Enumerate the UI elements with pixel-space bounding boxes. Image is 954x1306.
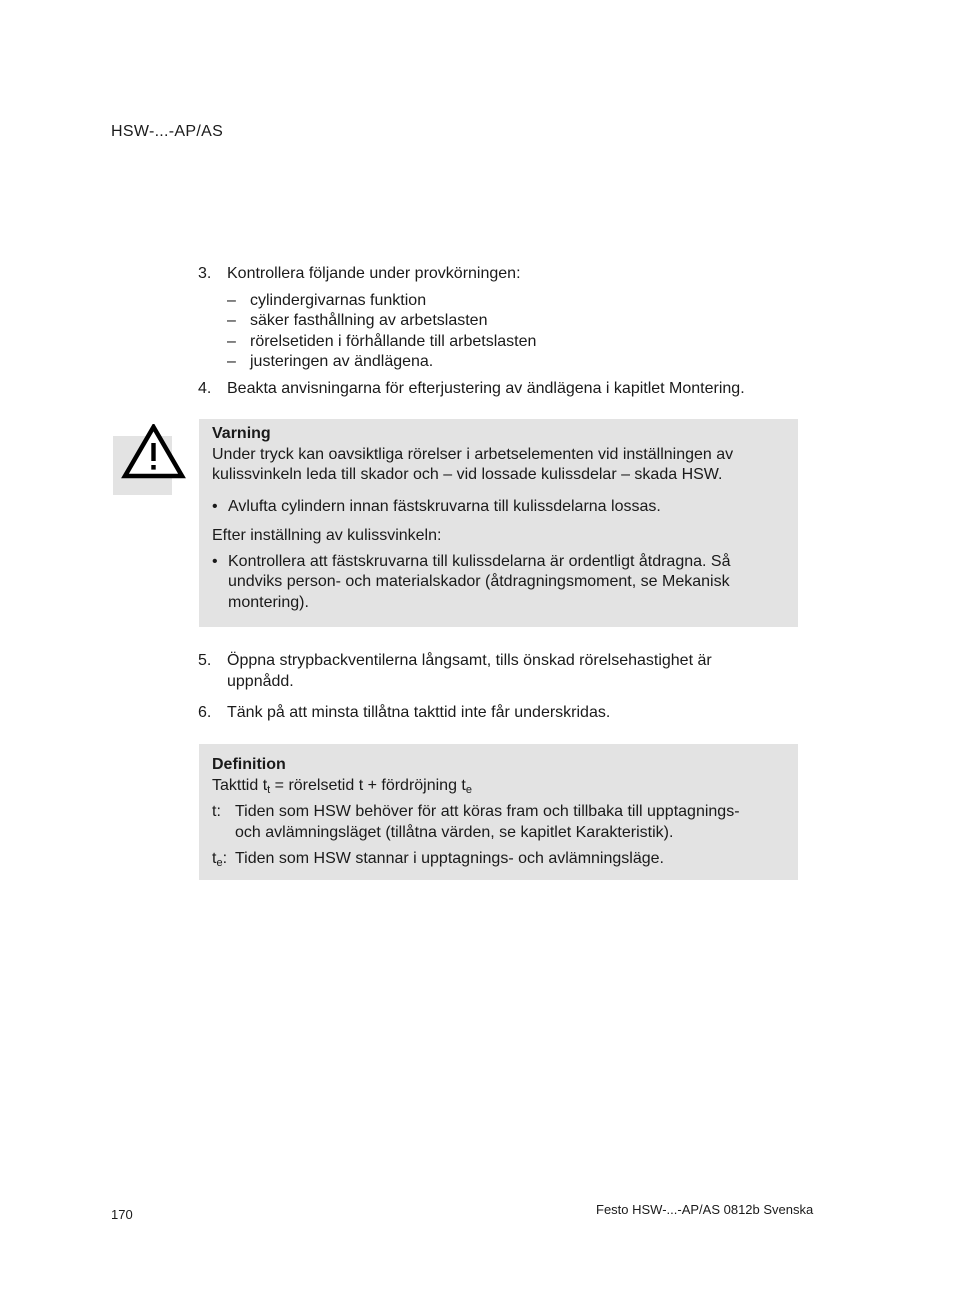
step-text: Tänk på att minsta tillåtna takttid inte får underskridas. (227, 704, 611, 721)
list-item (198, 379, 798, 400)
step-list-b (198, 651, 798, 724)
list-item (198, 264, 798, 373)
dash-marker: – (227, 332, 236, 350)
page-number: 170 (111, 1207, 133, 1222)
warning-after: Efter inställning av kulissvinkeln: (212, 527, 442, 544)
step-text: Kontrollera följande under provkörningen: (227, 265, 521, 282)
formula-part: Takttid t (212, 776, 268, 794)
sub-item-text: säker fasthållning av arbetslasten (250, 312, 488, 329)
definition-key: t: (212, 803, 221, 820)
sub-item-text: justeringen av ändlägena. (250, 353, 434, 370)
definition-text: Tiden som HSW behöver för att köras fram och tillbaka till upptagnings- och avlämningsläget (tillåtna värden, se kapitlet Karakteristik). (235, 803, 740, 841)
list-item (198, 651, 798, 692)
step-list-a (198, 264, 798, 399)
sub-item-text: cylindergivarnas funktion (250, 291, 427, 309)
formula-subscript: e (465, 783, 472, 796)
formula-subscript: t (267, 783, 271, 796)
bullet-marker: • (212, 497, 218, 515)
sub-item (227, 291, 798, 312)
warning-sign (113, 424, 193, 484)
sub-list (198, 291, 798, 373)
sub-item-text: rörelsetiden i förhållande till arbetslasten (250, 332, 537, 350)
definition-box (199, 744, 798, 880)
warning-intro: Under tryck kan oavsiktliga rörelser i arbetselementen vid inställningen av kulissvinkeln leda till skador och – vid lossade kulissdelar – skada HSW. (212, 445, 734, 483)
list-item (198, 703, 798, 724)
definition-formula (212, 776, 785, 797)
dash-marker: – (227, 312, 236, 329)
dash-marker: – (227, 291, 236, 309)
warning-bullet (212, 497, 785, 518)
sub-item (227, 352, 798, 373)
definition-row-t (212, 802, 765, 843)
sub-item (227, 332, 798, 353)
step-number: 3. (198, 265, 212, 282)
footer-doc-id: Festo HSW-...-AP/AS 0812b Svenska (596, 1202, 814, 1217)
sub-item (227, 311, 798, 332)
warning-box (199, 419, 798, 627)
step-text: Beakta anvisningarna för efterjustering av ändlägena i kapitlet Montering. (227, 379, 745, 397)
definition-row-te (212, 849, 785, 870)
definition-title: Definition (212, 756, 286, 773)
step-number: 5. (198, 652, 212, 669)
warning-title: Varning (212, 425, 271, 442)
definition-key: $t_e$: (212, 850, 228, 869)
warning-bullet-text: Kontrollera att fästskruvarna till kulissdelarna är ordentligt åtdragna. Så undviks person- och materialskador (åtdragningsmoment, se Mekanisk montering). (228, 552, 731, 611)
formula-part: = rörelsetid t + fördröjning t (270, 776, 466, 794)
running-header: HSW-...-AP/AS (111, 123, 224, 140)
dash-marker: – (227, 353, 236, 370)
step-text: Öppna strypbackventilerna långsamt, tills önskad rörelsehastighet är uppnådd. (227, 652, 712, 690)
warning-bullet-text: Avlufta cylindern innan fästskruvarna till kulissdelarna lossas. (228, 497, 661, 515)
step-number: 4. (198, 379, 212, 397)
bullet-marker: • (212, 552, 218, 570)
warning-bullet (212, 552, 785, 614)
step-number: 6. (198, 704, 212, 721)
definition-text: Tiden som HSW stannar i upptagnings- och avlämningsläge. (235, 850, 664, 867)
